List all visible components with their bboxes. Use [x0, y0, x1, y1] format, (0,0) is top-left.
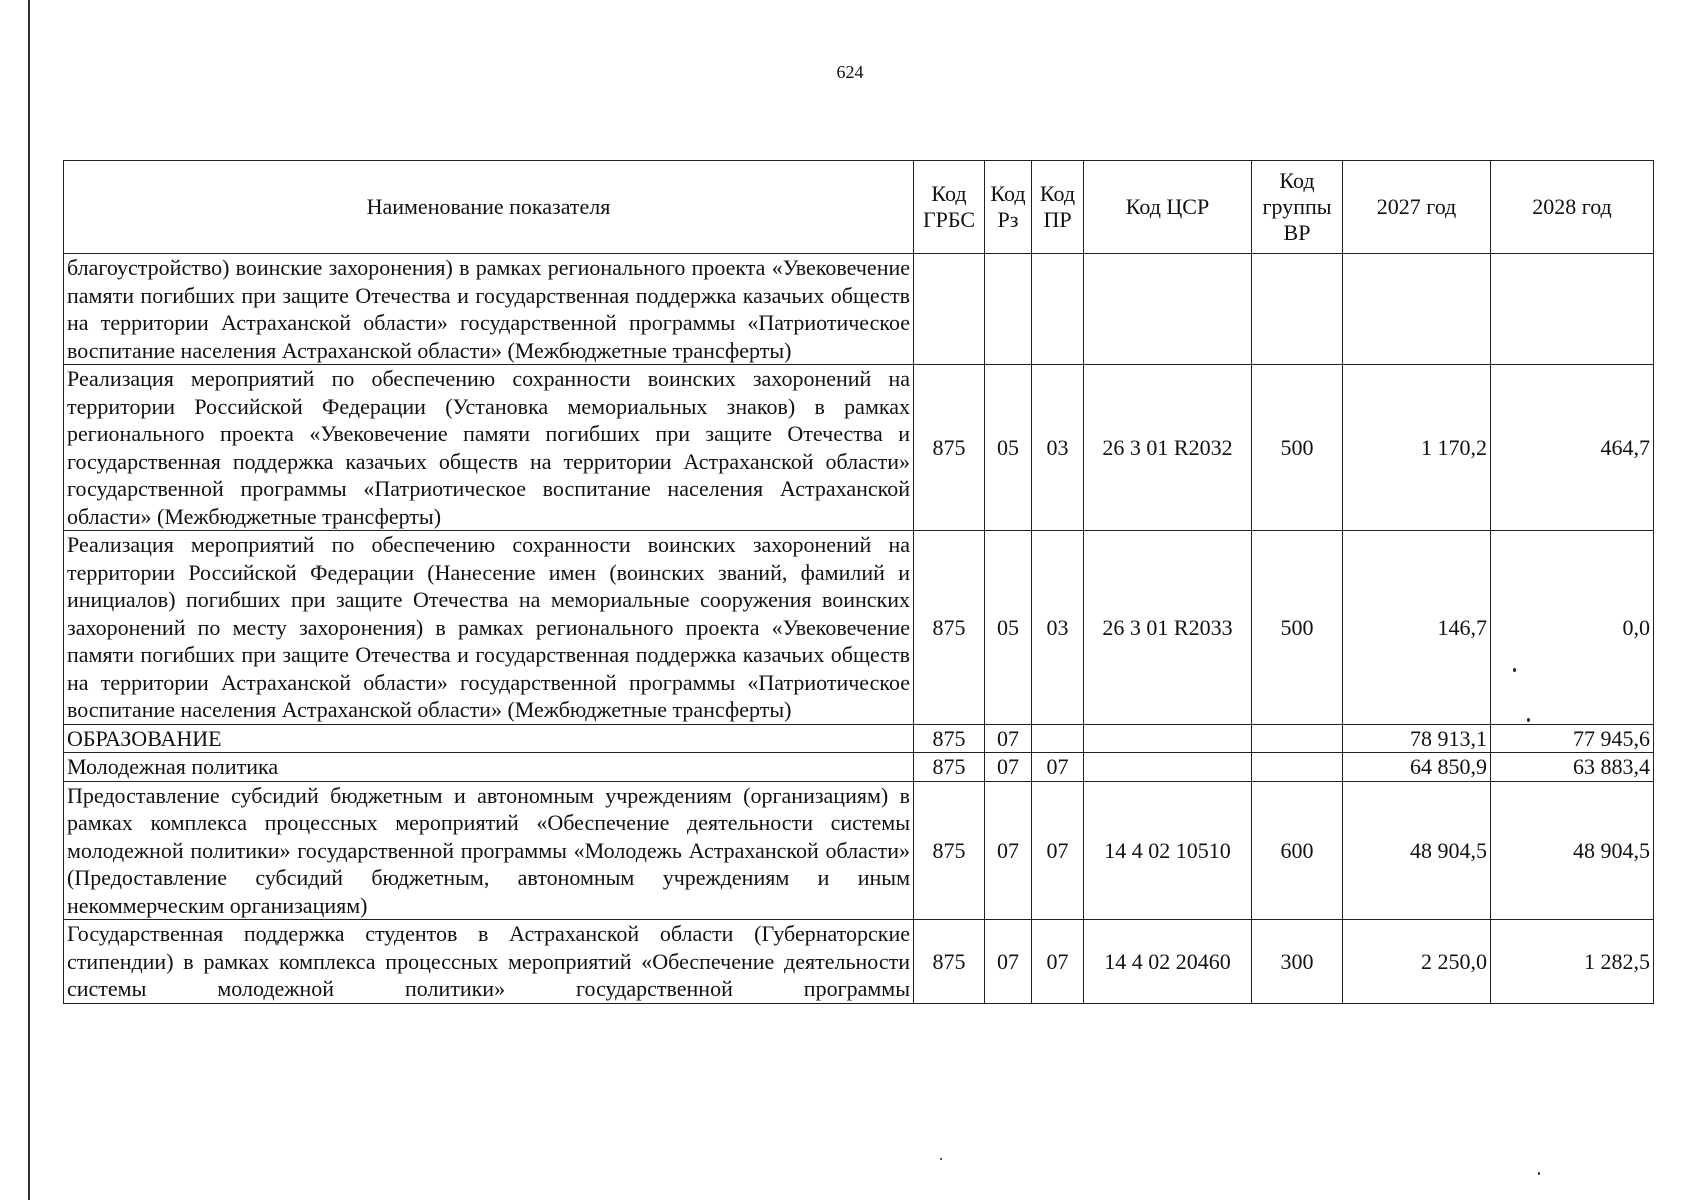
row-grbs: 875 [914, 781, 985, 920]
row-2027 [1343, 254, 1491, 365]
row-pr: 07 [1032, 781, 1084, 920]
row-grbs: 875 [914, 365, 985, 531]
page-number: 624 [836, 62, 864, 82]
row-grbs: 875 [914, 920, 985, 1004]
row-vr: 300 [1252, 920, 1343, 1004]
row-grbs [914, 254, 985, 365]
row-rz: 07 [985, 920, 1032, 1004]
row-vr [1252, 753, 1343, 782]
header-pr: Код ПР [1032, 161, 1084, 254]
row-vr [1252, 254, 1343, 365]
header-2027: 2027 год [1343, 161, 1491, 254]
header-2028: 2028 год [1491, 161, 1654, 254]
row-rz: 07 [985, 724, 1032, 753]
header-row [64, 161, 1654, 254]
row-rz: 07 [985, 753, 1032, 782]
row-csr [1084, 254, 1252, 365]
row-name: Молодежная политика [64, 753, 914, 782]
table-row [64, 531, 1654, 725]
row-2027: 78 913,1 [1343, 724, 1491, 753]
row-rz [985, 254, 1032, 365]
budget-table [63, 160, 1654, 1004]
row-2028 [1491, 254, 1654, 365]
table-row [64, 724, 1654, 753]
row-grbs: 875 [914, 753, 985, 782]
row-csr: 14 4 02 10510 [1084, 781, 1252, 920]
row-2027: 64 850,9 [1343, 753, 1491, 782]
row-name: Предоставление субсидий бюджетным и автономным учреждениям (организациям) в рамках комплекса процессных мероприятий «Обеспечение деятельности системы молодежной политики» государственной программы «Молодежь Астраханской области» (Предоставление субсидий бюджетным, автономным учреждениям и иным некоммерческим организациям) [64, 781, 914, 920]
row-pr [1032, 254, 1084, 365]
table-row [64, 753, 1654, 782]
header-name: Наименование показателя [64, 161, 914, 254]
row-2027: 1 170,2 [1343, 365, 1491, 531]
row-rz: 05 [985, 365, 1032, 531]
row-name: Реализация мероприятий по обеспечению сохранности воинских захоронений на территории Российской Федерации (Нанесение имен (воинских званий, фамилий и инициалов) погибших при защите Отечества на мемориальные сооружения воинских захоронений по месту захоронения) в рамках регионального проекта «Увековечение памяти погибших при защите Отечества и государственная поддержка казачьих обществ на территории Астраханской области» государственной программы «Патриотическое воспитание населения Астраханской области» (Межбюджетные трансферты) [64, 531, 914, 725]
row-2028: 464,7 [1491, 365, 1654, 531]
row-grbs: 875 [914, 724, 985, 753]
row-name: Государственная поддержка студентов в Астраханской области (Губернаторские стипендии) в рамках комплекса процессных мероприятий «Обеспечение деятельности системы молодежной политики» государственной программы [64, 920, 914, 1004]
row-2028: 0,0 [1491, 531, 1654, 725]
scan-speck [1513, 668, 1516, 672]
row-rz: 05 [985, 531, 1032, 725]
table-row [64, 365, 1654, 531]
header-csr: Код ЦСР [1084, 161, 1252, 254]
table-row [64, 920, 1654, 1004]
row-name: ОБРАЗОВАНИЕ [64, 724, 914, 753]
row-pr: 07 [1032, 920, 1084, 1004]
row-pr [1032, 724, 1084, 753]
row-2028: 1 282,5 [1491, 920, 1654, 1004]
scan-speck [940, 1158, 942, 1160]
row-rz: 07 [985, 781, 1032, 920]
row-2027: 2 250,0 [1343, 920, 1491, 1004]
header-grbs: Код ГРБС [914, 161, 985, 254]
row-2028: 63 883,4 [1491, 753, 1654, 782]
row-csr: 26 3 01 R2032 [1084, 365, 1252, 531]
row-2027: 48 904,5 [1343, 781, 1491, 920]
row-vr: 500 [1252, 365, 1343, 531]
row-pr: 03 [1032, 365, 1084, 531]
table-row [64, 254, 1654, 365]
binding-line [28, 0, 30, 1200]
row-2028: 77 945,6 [1491, 724, 1654, 753]
row-csr: 14 4 02 20460 [1084, 920, 1252, 1004]
row-csr [1084, 753, 1252, 782]
row-name: благоустройство) воинские захоронения) в рамках регионального проекта «Увековечение памяти погибших при защите Отечества и государственная поддержка казачьих обществ на территории Астраханской области» государственной программы «Патриотическое воспитание населения Астраханской области» (Межбюджетные трансферты) [64, 254, 914, 365]
table-row [64, 781, 1654, 920]
header-vr: Код группы ВР [1252, 161, 1343, 254]
row-2027: 146,7 [1343, 531, 1491, 725]
row-grbs: 875 [914, 531, 985, 725]
row-vr [1252, 724, 1343, 753]
scan-speck [1527, 718, 1530, 722]
header-rz: Код Рз [985, 161, 1032, 254]
row-csr [1084, 724, 1252, 753]
row-pr: 07 [1032, 753, 1084, 782]
row-csr: 26 3 01 R2033 [1084, 531, 1252, 725]
row-2028: 48 904,5 [1491, 781, 1654, 920]
row-vr: 500 [1252, 531, 1343, 725]
row-pr: 03 [1032, 531, 1084, 725]
row-vr: 600 [1252, 781, 1343, 920]
row-name: Реализация мероприятий по обеспечению сохранности воинских захоронений на территории Российской Федерации (Установка мемориальных знаков) в рамках регионального проекта «Увековечение памяти погибших при защите Отечества и государственная поддержка казачьих обществ на территории Астраханской области» государственной программы «Патриотическое воспитание населения Астраханской области» (Межбюджетные трансферты) [64, 365, 914, 531]
scan-speck [1538, 1172, 1540, 1175]
